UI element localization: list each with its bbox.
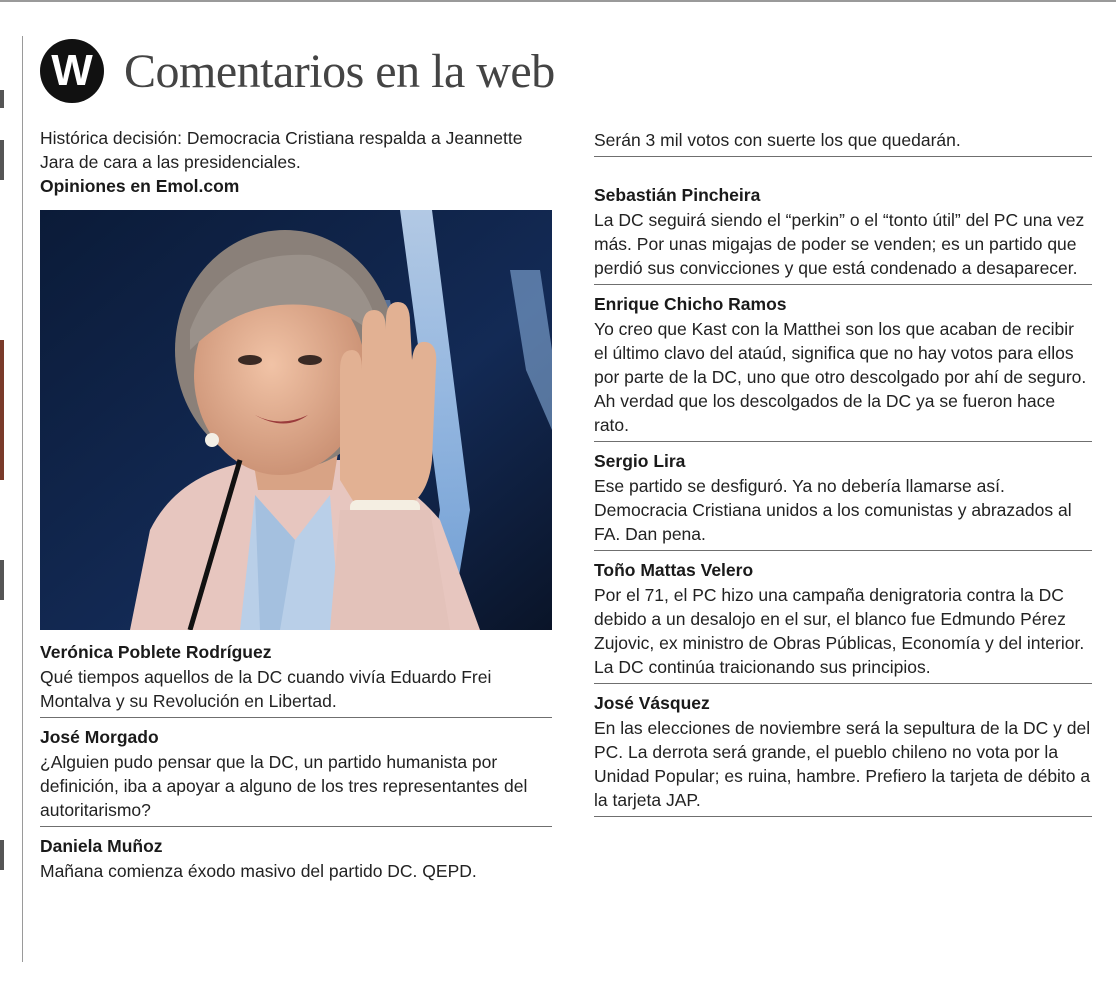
comment-text: Qué tiempos aquellos de la DC cuando vivía Eduardo Frei Montalva y su Revolución en Libertad. bbox=[40, 667, 492, 711]
comment-author: José Morgado bbox=[40, 727, 159, 747]
right-column bbox=[594, 128, 1092, 824]
comment-author: Verónica Poblete Rodríguez bbox=[40, 642, 272, 662]
comment-author: Daniela Muñoz bbox=[40, 836, 163, 856]
comment-author: Enrique Chicho Ramos bbox=[594, 294, 787, 314]
section-header bbox=[40, 36, 555, 106]
comment-text: Mañana comienza éxodo masivo del partido DC. QEPD. bbox=[40, 861, 477, 881]
previous-page-edge bbox=[0, 40, 4, 960]
comment-item bbox=[594, 449, 1092, 551]
comment-text: Ese partido se desfiguró. Ya no debería llamarse así. Democracia Cristiana unidos a los comunistas y abrazados al FA. Dan pena. bbox=[594, 476, 1072, 544]
comment-text: Por el 71, el PC hizo una campaña denigratoria contra la DC debido a un desalojo en el sur, el blanco fue Edmundo Pérez Zujovic, ex ministro de Obras Públicas, Economía y del interior. La DC continúa traicionando sus principios. bbox=[594, 585, 1085, 677]
comment-item bbox=[40, 834, 552, 887]
comment-text: Serán 3 mil votos con suerte los que quedarán. bbox=[594, 130, 961, 150]
w-logo-icon bbox=[40, 39, 104, 103]
comment-text: ¿Alguien pudo pensar que la DC, un partido humanista por definición, iba a apoyar a alguno de los tres representantes del autoritarismo? bbox=[40, 752, 528, 820]
speaker-photo-icon bbox=[40, 210, 552, 630]
article-photo bbox=[40, 210, 552, 630]
comment-item bbox=[40, 640, 552, 718]
logo-letter: W bbox=[51, 46, 93, 95]
article-headline: Histórica decisión: Democracia Cristiana respalda a Jeannette Jara de cara a las presidenciales. bbox=[40, 128, 523, 172]
comment-item bbox=[40, 725, 552, 827]
comment-item bbox=[594, 292, 1092, 442]
comment-author: José Vásquez bbox=[594, 693, 710, 713]
comment-item bbox=[594, 558, 1092, 684]
comment-author: Sergio Lira bbox=[594, 451, 686, 471]
comment-text: La DC seguirá siendo el “perkin” o el “tonto útil” del PC una vez más. Por unas migajas de poder se venden; es un partido que perdió sus convicciones y que está condenado a desaparecer. bbox=[594, 210, 1085, 278]
left-column bbox=[40, 126, 552, 894]
comment-author: Toño Mattas Velero bbox=[594, 560, 754, 580]
comment-item bbox=[594, 183, 1092, 285]
comment-text: En las elecciones de noviembre será la sepultura de la DC y del PC. La derrota será grande, el pueblo chileno no vota por la Unidad Popular; es ruina, hambre. Prefiero la tarjeta de débito a la tarjeta JAP. bbox=[594, 718, 1091, 810]
comment-item bbox=[594, 691, 1092, 817]
article-source: Opiniones en Emol.com bbox=[40, 176, 240, 196]
top-rule bbox=[0, 0, 1116, 2]
section-title: Comentarios en la web bbox=[124, 44, 555, 98]
comment-author: Sebastián Pincheira bbox=[594, 185, 761, 205]
comment-text: Yo creo que Kast con la Matthei son los que acaban de recibir el último clavo del ataúd, significa que no hay votos para ellos por parte de la DC, uno que otro descolgado por ahí de seguro. Ah verdad que los descolgados de la DC ya se fueron hace rato. bbox=[594, 319, 1087, 435]
column-divider bbox=[22, 36, 23, 962]
comment-item bbox=[594, 128, 1092, 157]
article-intro bbox=[40, 126, 552, 198]
